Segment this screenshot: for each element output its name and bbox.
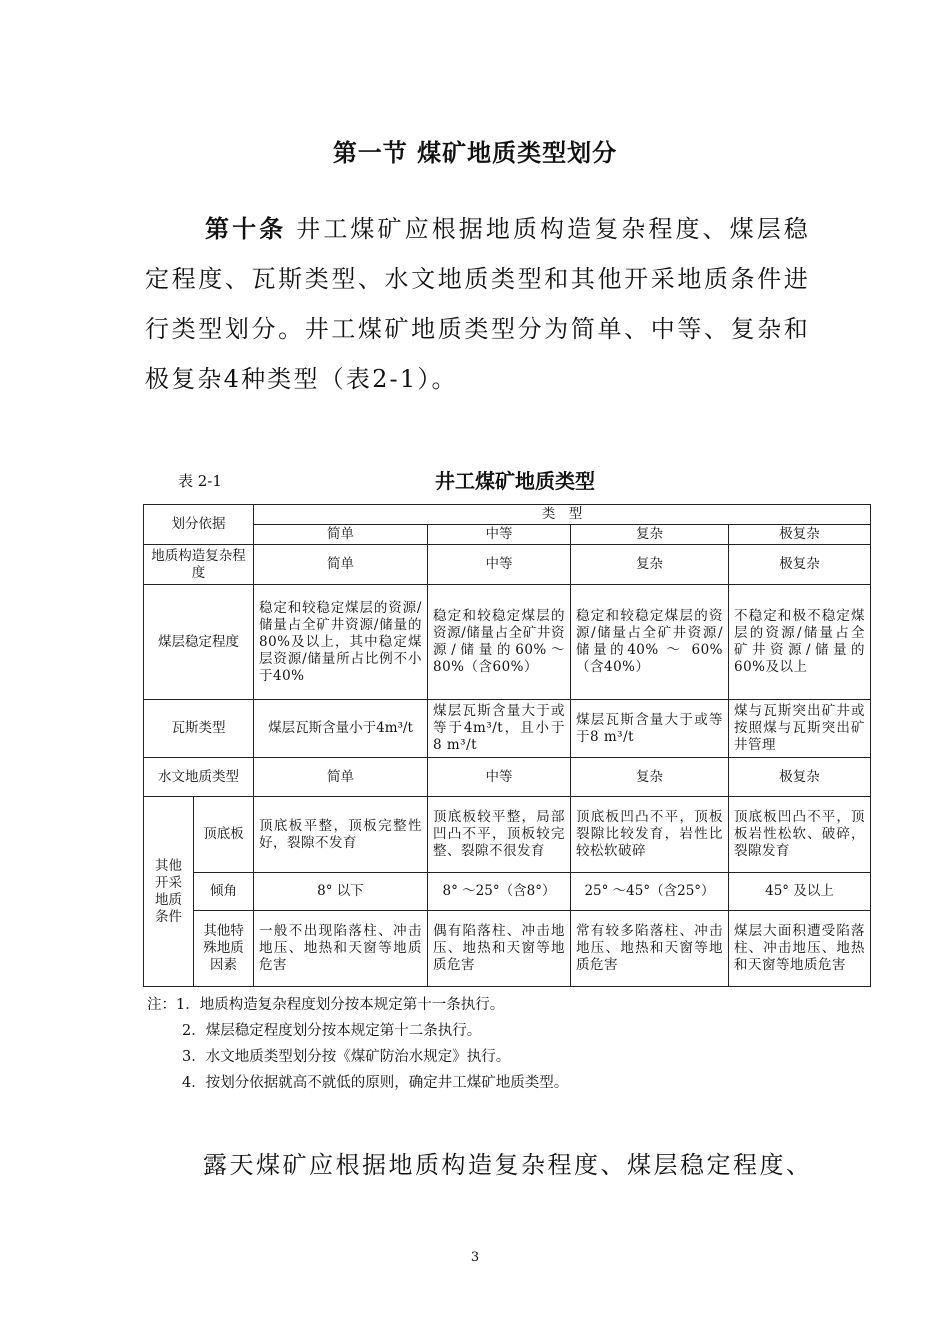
table-cell: 8° 以下 bbox=[254, 873, 428, 911]
table-cell: 煤层瓦斯含量大于或等于4m³/t，且小于8 m³/t bbox=[428, 700, 571, 758]
table-cell: 顶底板平整，顶板完整性好，裂隙不发育 bbox=[254, 797, 428, 873]
bottom-paragraph: 露天煤矿应根据地质构造复杂程度、煤层稳定程度、 bbox=[203, 1151, 813, 1179]
table-cell: 顶底板较平整，局部凹凸不平，顶板较完整、裂隙不很发育 bbox=[428, 797, 571, 873]
section-title: 第一节 煤矿地质类型划分 bbox=[332, 139, 618, 167]
row-group-label-other: 其他开采地质条件 bbox=[144, 797, 194, 987]
row-label-seam: 煤层稳定程度 bbox=[144, 585, 254, 700]
table-title: 井工煤矿地质类型 bbox=[435, 469, 595, 493]
table-cell: 顶底板凹凸不平，顶板岩性松软、破碎，裂隙发育 bbox=[729, 797, 871, 873]
row-label-structure: 地质构造复杂程度 bbox=[144, 545, 254, 585]
table-cell: 45° 及以上 bbox=[729, 873, 871, 911]
column-header: 极复杂 bbox=[729, 525, 871, 545]
note-line: 2．煤层稳定程度划分按本规定第十二条执行。 bbox=[182, 1023, 482, 1039]
table-cell: 一般不出现陷落柱、冲击地压、地热和天窗等地质危害 bbox=[254, 911, 428, 987]
table-cell: 稳定和较稳定煤层的资源/储量占全矿井资源/储量的40% ～ 60% （含40%） bbox=[571, 585, 729, 700]
table-cell: 偶有陷落柱、冲击地压、地热和天窗等地质危害 bbox=[428, 911, 571, 987]
column-header: 复杂 bbox=[571, 525, 729, 545]
row-label-gas: 瓦斯类型 bbox=[144, 700, 254, 758]
table-label: 表 2-1 bbox=[178, 472, 222, 490]
page-number: 3 bbox=[470, 1250, 480, 1265]
note-line: 4．按划分依据就高不就低的原则，确定井工煤矿地质类型。 bbox=[182, 1075, 569, 1091]
table-cell: 煤层瓦斯含量大于或等于8 m³/t bbox=[571, 700, 729, 758]
table-cell: 稳定和较稳定煤层的资源/储量占全矿井资源/储量的80%及以上，其中稳定煤层资源/储量所占比例不小于40% bbox=[254, 585, 428, 700]
column-header: 中等 bbox=[428, 525, 571, 545]
table-cell: 简单 bbox=[254, 545, 428, 585]
table-cell: 复杂 bbox=[571, 545, 729, 585]
table-cell: 不稳定和极不稳定煤层的资源/储量占全矿井资源/储量的60%及以上 bbox=[729, 585, 871, 700]
table-cell: 煤与瓦斯突出矿井或按照煤与瓦斯突出矿井管理 bbox=[729, 700, 871, 758]
row-label-hydro: 水文地质类型 bbox=[144, 758, 254, 797]
table-cell: 稳定和较稳定煤层的资源/储量占全矿井资源/储量的60%～80%（含60%） bbox=[428, 585, 571, 700]
article-text: 井工煤矿应根据地质构造复杂程度、煤层稳定程度、瓦斯类型、水文地质类型和其他开采地质条件进行类型划分。井工煤矿地质类型分为简单、中等、复杂和极复杂4种类型（表2-1）。 bbox=[145, 215, 810, 393]
table-cell: 25° ～45°（含25°） bbox=[571, 873, 729, 911]
table-notes bbox=[147, 992, 568, 1096]
table-cell: 中等 bbox=[428, 545, 571, 585]
table-cell: 煤层瓦斯含量小于4m³/t bbox=[254, 700, 428, 758]
row-label-dip: 倾角 bbox=[194, 873, 254, 911]
table-cell: 极复杂 bbox=[729, 758, 871, 797]
table-cell: 复杂 bbox=[571, 758, 729, 797]
table-cell: 简单 bbox=[254, 758, 428, 797]
note-line: 注：1．地质构造复杂程度划分按本规定第十一条执行。 bbox=[147, 997, 505, 1013]
article-number: 第十条 bbox=[205, 215, 287, 243]
table-cell: 煤层大面积遭受陷落柱、冲击地压、地热和天窗等地质危害 bbox=[729, 911, 871, 987]
table-cell: 8° ～25°（含8°） bbox=[428, 873, 571, 911]
table-cell: 顶底板凹凸不平，顶板裂隙比较发育，岩性比较松软破碎 bbox=[571, 797, 729, 873]
table-cell: 中等 bbox=[428, 758, 571, 797]
column-header: 简单 bbox=[254, 525, 428, 545]
table-cell: 常有较多陷落柱、冲击地压、地热和天窗等地质危害 bbox=[571, 911, 729, 987]
header-basis: 划分依据 bbox=[144, 505, 254, 545]
table-cell: 极复杂 bbox=[729, 545, 871, 585]
header-type: 类 型 bbox=[254, 505, 871, 525]
geology-type-table bbox=[143, 504, 871, 987]
article-paragraph bbox=[145, 204, 810, 404]
row-label-special: 其他特殊地质因素 bbox=[194, 911, 254, 987]
note-line: 3．水文地质类型划分按《煤矿防治水规定》执行。 bbox=[182, 1049, 511, 1065]
row-label-roof: 顶底板 bbox=[194, 797, 254, 873]
